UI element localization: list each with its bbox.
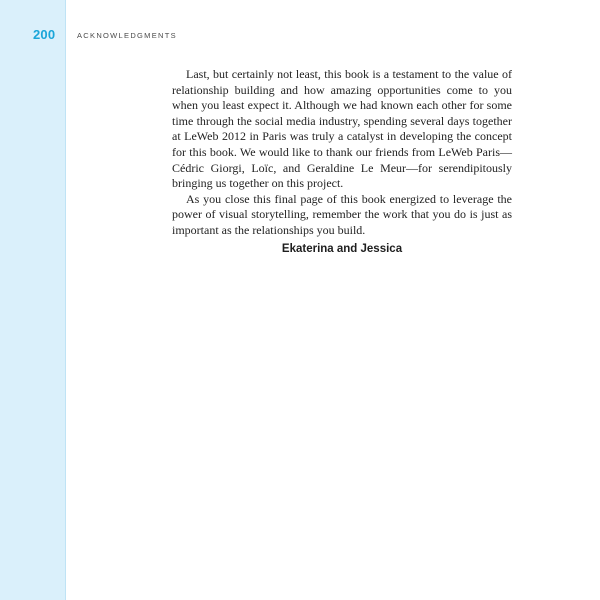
signature: Ekaterina and Jessica <box>281 243 403 255</box>
paragraph-1: Last, but certainly not least, this book is a testament to the value of relationship building and how amazing opportunities come to you when you least expect it. Although we had known each other for some time through the social media industry, spending several days together at LeWeb 2012 in Paris was truly a catalyst in developing the concept for this book. We would like to thank our friends from LeWeb Paris—Cédric Giorgi, Loïc, and Geraldine Le Meur—for serendipitously bringing us together on this project. <box>172 67 512 191</box>
page-number: 200 <box>33 27 56 42</box>
body-text <box>172 67 512 239</box>
page-margin-band <box>0 0 66 600</box>
running-head: ACKNOWLEDGMENTS <box>77 31 177 40</box>
paragraph-2: As you close this final page of this book energized to leverage the power of visual storytelling, remember the work that you do is just as important as the relationships you build. <box>172 191 512 237</box>
